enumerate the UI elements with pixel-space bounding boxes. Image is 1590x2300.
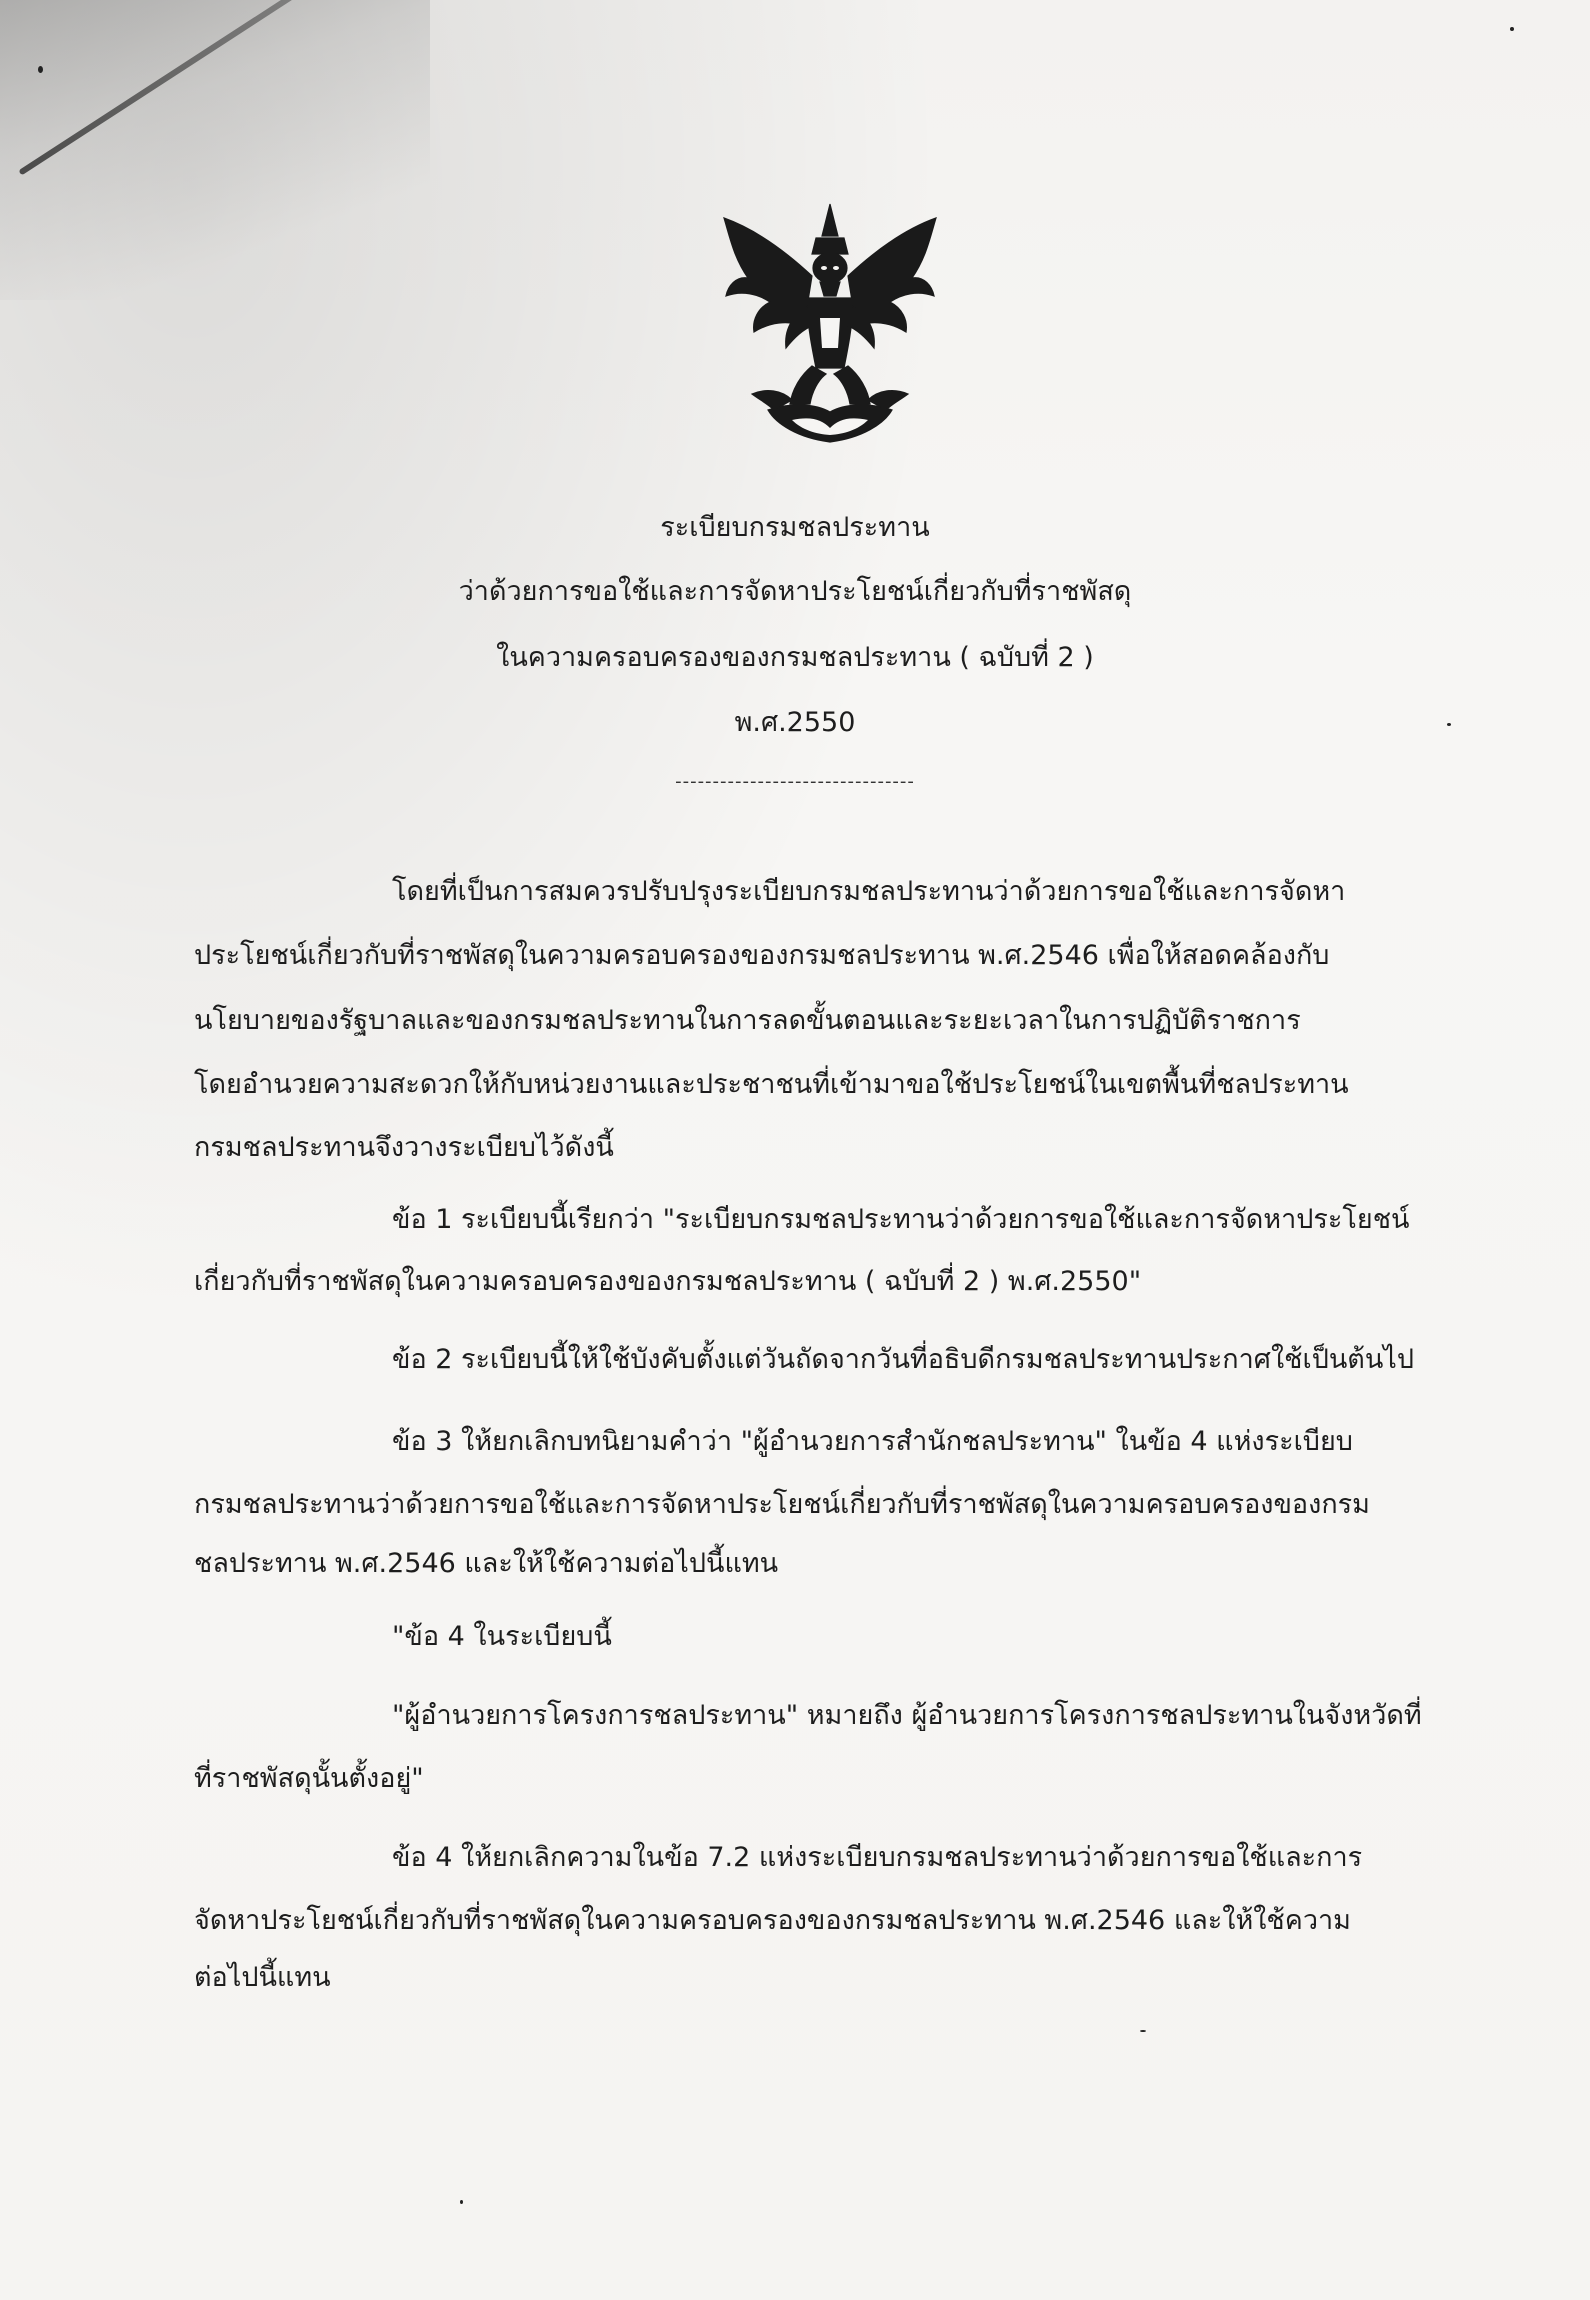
garuda-emblem-icon [712, 198, 948, 448]
title-subject: ว่าด้วยการขอใช้และการจัดหาประโยชน์เกี่ยวกับที่ราชพัสดุ [458, 576, 1132, 607]
scan-speck [38, 66, 43, 73]
title-divider: -------------------------------- [675, 771, 915, 792]
scan-speck [460, 2200, 463, 2204]
preamble-line: โดยที่เป็นการสมควรปรับปรุงระเบียบกรมชลประทานว่าด้วยการขอใช้และการจัดหา [392, 876, 1346, 907]
title-year: พ.ศ.2550 [734, 707, 856, 738]
clause-2-line: ข้อ 2 ระเบียบนี้ให้ใช้บังคับตั้งแต่วันถัดจากวันที่อธิบดีกรมชลประทานประกาศใช้เป็นต้นไป [392, 1344, 1414, 1375]
clause-3-quote-heading: "ข้อ 4 ในระเบียบนี้ [392, 1621, 612, 1652]
clause-1-line: ข้อ 1 ระเบียบนี้เรียกว่า "ระเบียบกรมชลประทานว่าด้วยการขอใช้และการจัดหาประโยชน์ [392, 1204, 1410, 1235]
clause-4-line: จัดหาประโยชน์เกี่ยวกับที่ราชพัสดุในความครอบครองของกรมชลประทาน พ.ศ.2546 และให้ใช้ความ [194, 1905, 1351, 1936]
scan-speck [1510, 27, 1514, 31]
clause-4-line: ข้อ 4 ให้ยกเลิกความในข้อ 7.2 แห่งระเบียบกรมชลประทานว่าด้วยการขอใช้และการ [392, 1842, 1363, 1873]
clause-3-line: กรมชลประทานว่าด้วยการขอใช้และการจัดหาประโยชน์เกี่ยวกับที่ราชพัสดุในความครอบครองของกรม [194, 1489, 1370, 1520]
clause-1-line: เกี่ยวกับที่ราชพัสดุในความครอบครองของกรมชลประทาน ( ฉบับที่ 2 ) พ.ศ.2550" [194, 1266, 1142, 1297]
clause-3-definition-line: ที่ราชพัสดุนั้นตั้งอยู่" [194, 1763, 424, 1794]
paper-fold-mark [18, 0, 457, 176]
preamble-line: โดยอำนวยความสะดวกให้กับหน่วยงานและประชาชนที่เข้ามาขอใช้ประโยชน์ในเขตพื้นที่ชลประทาน [194, 1069, 1349, 1100]
clause-3-definition-line: "ผู้อำนวยการโครงการชลประทาน" หมายถึง ผู้อำนวยการโครงการชลประทานในจังหวัดที่ [392, 1700, 1422, 1731]
scan-speck [1140, 2030, 1146, 2032]
preamble-line: ประโยชน์เกี่ยวกับที่ราชพัสดุในความครอบครองของกรมชลประทาน พ.ศ.2546 เพื่อให้สอดคล้องกับ [194, 940, 1330, 971]
title-scope-edition: ในความครอบครองของกรมชลประทาน ( ฉบับที่ 2 ) [496, 642, 1094, 673]
preamble-line: กรมชลประทานจึงวางระเบียบไว้ดังนี้ [194, 1132, 614, 1163]
clause-3-line: ข้อ 3 ให้ยกเลิกบทนิยามคำว่า "ผู้อำนวยการสำนักชลประทาน" ในข้อ 4 แห่งระเบียบ [392, 1426, 1353, 1457]
clause-4-line: ต่อไปนี้แทน [194, 1962, 331, 1993]
clause-3-line: ชลประทาน พ.ศ.2546 และให้ใช้ความต่อไปนี้แทน [194, 1548, 779, 1579]
preamble-line: นโยบายของรัฐบาลและของกรมชลประทานในการลดขั้นตอนและระยะเวลาในการปฏิบัติราชการ [194, 1005, 1301, 1036]
title-regulation-name: ระเบียบกรมชลประทาน [660, 512, 930, 543]
